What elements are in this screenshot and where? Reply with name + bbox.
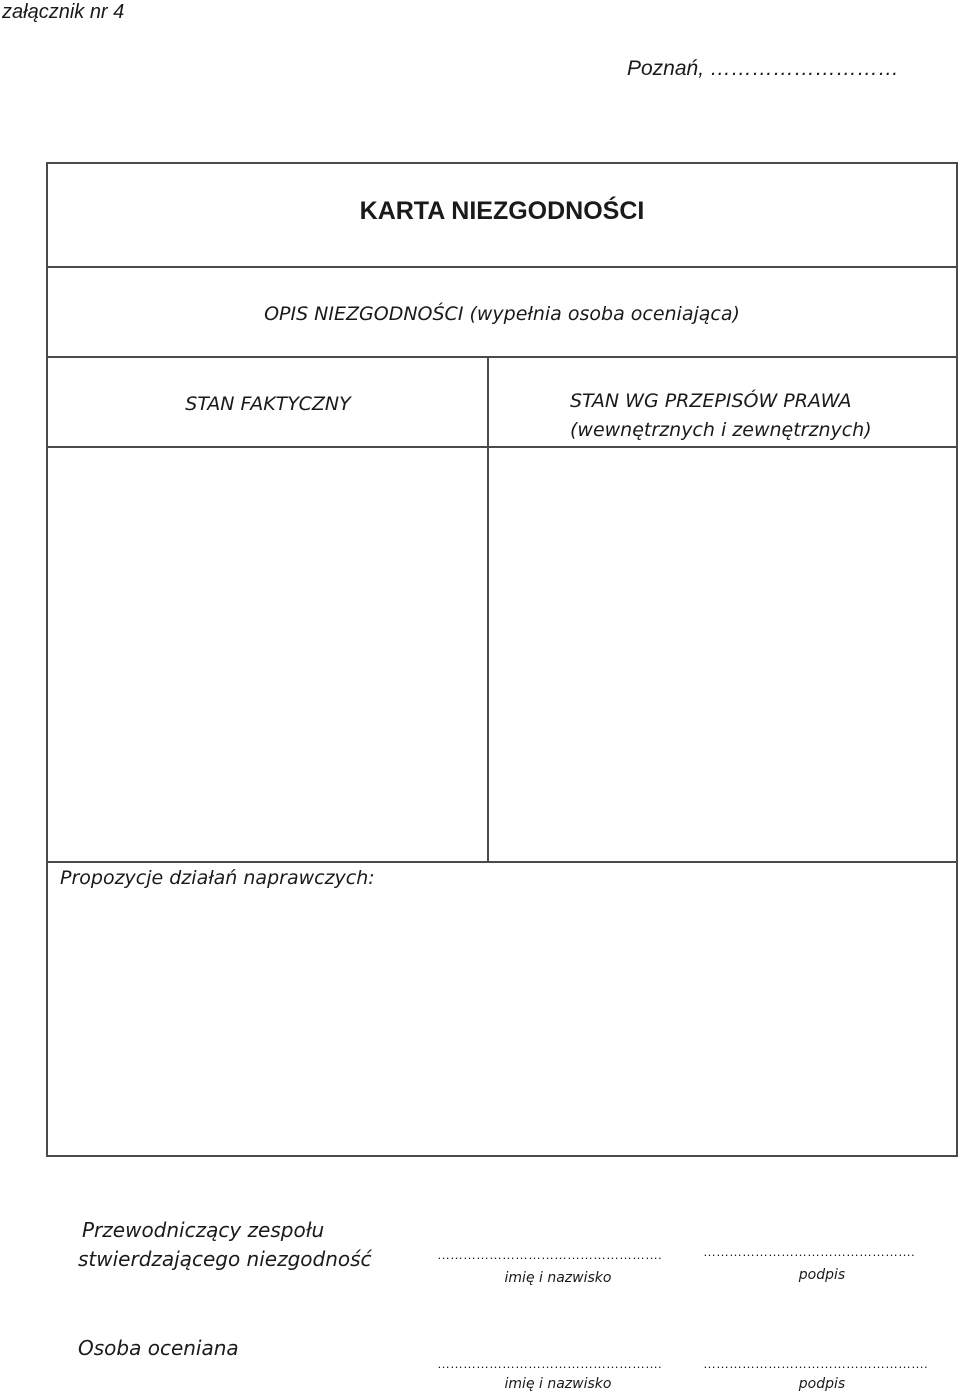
assessed-name-caption: imię i nazwisko: [504, 1376, 612, 1392]
legal-state-heading-line1: STAN WG PRZEPISÓW PRAWA: [570, 390, 852, 412]
chair-label-line1: Przewodniczący zespołu: [82, 1218, 325, 1242]
attachment-label: załącznik nr 4: [2, 1, 125, 23]
nonconformity-form: [46, 162, 958, 1157]
chair-signature-caption: podpis: [798, 1267, 846, 1283]
assessed-signature-line: …………………………………………….: [703, 1356, 928, 1371]
chair-label-line2: stwierdzającego niezgodność: [78, 1247, 372, 1271]
legal-state-heading: [570, 387, 872, 445]
description-heading: OPIS NIEZGODNOŚCI (wypełnia osoba oceniająca): [264, 303, 740, 325]
legal-state-heading-line2: (wewnętrznych i zewnętrznych): [570, 419, 872, 441]
divider-column-headers: [48, 446, 956, 448]
column-divider: [487, 356, 489, 862]
actual-state-heading: STAN FAKTYCZNY: [185, 393, 351, 415]
chair-name-caption: imię i nazwisko: [504, 1270, 612, 1286]
corrective-actions-label: Propozycje działań naprawczych:: [60, 867, 375, 889]
assessed-name-line: …………………………………………….: [437, 1356, 662, 1371]
chair-signature-line: ………………………………………….: [703, 1244, 915, 1259]
place-and-date: Poznań, ………………………: [627, 57, 899, 80]
assessed-signature-caption: podpis: [798, 1376, 846, 1392]
form-title: KARTA NIEZGODNOŚCI: [359, 197, 645, 225]
divider-title: [48, 266, 956, 268]
divider-description: [48, 356, 956, 358]
chair-name-line: …………………………………………….: [437, 1247, 662, 1262]
divider-columns-bottom: [48, 861, 956, 863]
assessed-label: Osoba oceniana: [78, 1336, 239, 1360]
